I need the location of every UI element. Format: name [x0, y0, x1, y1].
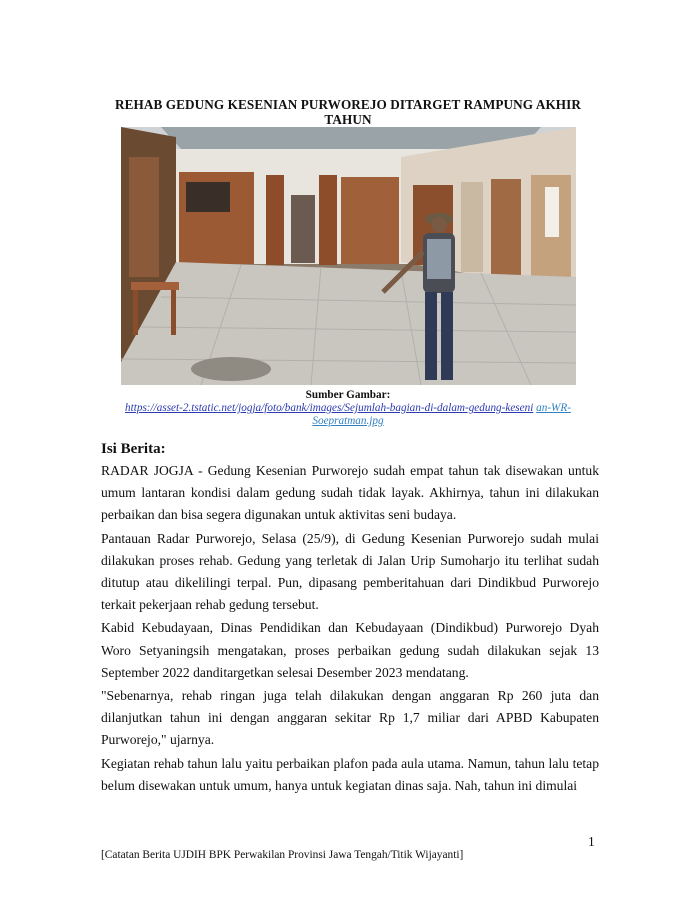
paragraph: Kabid Kebudayaan, Dinas Pendidikan dan Kebudayaan (Dindikbud) Purworejo Dyah Woro Setyaningsih mengatakan, proses perbaikan gedung sudah dilakukan sejak 13 September 2022 danditargetkan selesai Desember 2023 mendatang.	[101, 620, 599, 680]
paragraph: "Sebenarnya, rehab ringan juga telah dilakukan dengan anggaran Rp 260 juta dan dilanjutkan tahun ini dengan anggaran sekitar Rp 1,7 miliar dari APBD Kabupaten Purworejo," ujarnya.	[101, 688, 599, 748]
source-link-continuation[interactable]: an-WR-Soepratman.jpg	[312, 402, 571, 427]
caption-label: Sumber Gambar:	[305, 389, 391, 401]
article-body	[101, 460, 599, 798]
article-title: REHAB GEDUNG KESENIAN PURWOREJO DITARGET RAMPUNG AKHIR TAHUN	[114, 97, 582, 127]
page-footer: [Catatan Berita UJDIH BPK Perwakilan Provinsi Jawa Tengah/Titik Wijayanti]	[101, 849, 464, 861]
paragraph: Pantauan Radar Purworejo, Selasa (25/9), di Gedung Kesenian Purworejo sudah mulai dilakukan proses rehab. Gedung yang terletak di Jalan Urip Sumoharjo itu terlihat sudah ditutup atau dikelilingi terpal. Pun, dipasang pemberitahuan dari Dindikbud Purworejo terkait pekerjaan rehab gedung tersebut.	[101, 530, 599, 613]
paragraph: Kegiatan rehab tahun lalu yaitu perbaikan plafon pada aula utama. Namun, tahun lalu tetap belum disewakan untuk umum, hanya untuk kegiatan dinas saja. Nah, tahun ini dimulai	[101, 755, 599, 793]
image-caption	[100, 389, 596, 428]
source-link[interactable]: https://asset-2.tstatic.net/jogja/foto/bank/images/Sejumlah-bagian-di-dalam-gedung-keseni	[125, 402, 534, 414]
page-number: 1	[588, 834, 595, 849]
section-heading: Isi Berita:	[101, 441, 166, 457]
article-photo	[121, 127, 576, 385]
paragraph: RADAR JOGJA - Gedung Kesenian Purworejo sudah empat tahun tak disewakan untuk umum lantaran kondisi dalam gedung sudah tidak layak. Akhirnya, tahun ini dilakukan perbaikan dan bisa segera digunakan untuk aktivitas seni budaya.	[101, 463, 599, 523]
